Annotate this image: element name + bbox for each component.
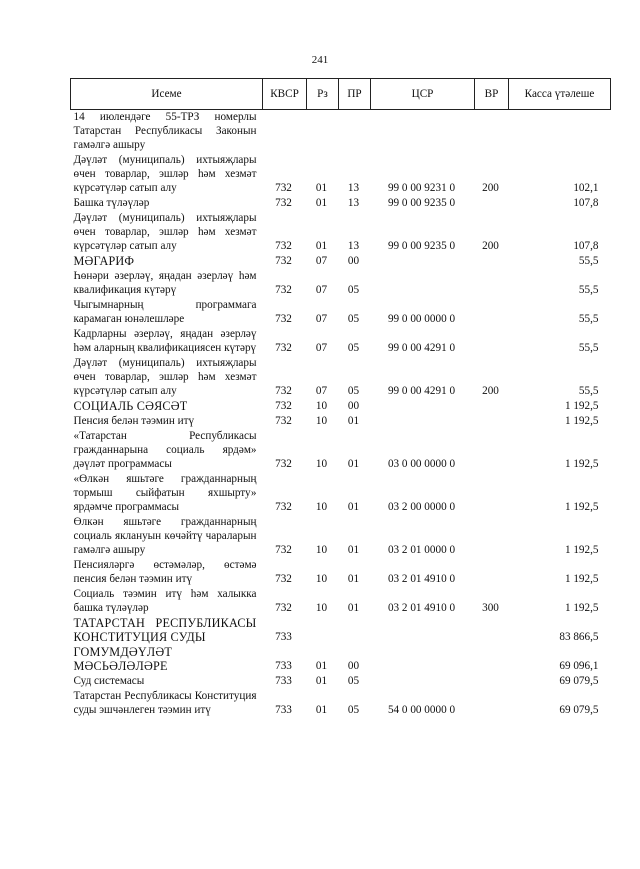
cell-kvsr: 732	[275, 313, 292, 325]
cell-kassa: 83 866,5	[559, 631, 599, 643]
cell-vr	[475, 110, 509, 154]
cell-pr	[339, 616, 371, 645]
cell-pr: 13	[347, 240, 360, 252]
cell-csr: 99 0 00 0000 0	[387, 313, 456, 325]
table-row	[71, 211, 611, 254]
header-pr: ПР	[339, 79, 371, 110]
cell-csr: 03 2 01 4910 0	[387, 602, 456, 614]
cell-kassa: 55,5	[578, 313, 599, 325]
cell-rz: 07	[315, 385, 328, 397]
cell-csr: 54 0 00 0000 0	[387, 704, 456, 716]
cell-name: СОЦИАЛЬ СӘЯСӘТ	[73, 399, 188, 413]
cell-kvsr: 732	[275, 284, 292, 296]
cell-vr	[475, 558, 509, 587]
cell-kassa: 55,5	[578, 284, 599, 296]
table-row	[71, 587, 611, 616]
cell-rz: 01	[315, 660, 328, 672]
table-row	[71, 327, 611, 356]
cell-csr: 03 2 01 4910 0	[387, 573, 456, 585]
cell-vr: 300	[482, 602, 499, 614]
cell-name: Чыгымнарның программага карамаган юнәлешләре	[73, 299, 257, 325]
cell-rz: 01	[315, 675, 328, 687]
cell-csr: 03 2 00 0000 0	[387, 501, 456, 513]
cell-pr: 01	[347, 458, 360, 470]
cell-pr: 05	[347, 313, 360, 325]
cell-name: Пенсия белән тәэмин итү	[73, 415, 195, 427]
cell-kvsr: 732	[275, 415, 292, 427]
cell-csr: 99 0 00 4291 0	[387, 342, 456, 354]
cell-pr: 05	[347, 704, 360, 716]
cell-name: Кадрларны әзерләү, яңадан әзерләү һәм аларның квалификациясен күтәрү	[73, 328, 257, 354]
cell-csr: 99 0 00 9235 0	[387, 197, 456, 209]
cell-pr: 05	[347, 385, 360, 397]
cell-name: Татарстан Республикасы Конституция суды эшчәнлеген тәэмин итү	[73, 690, 257, 716]
cell-rz: 07	[315, 284, 328, 296]
table-row	[71, 356, 611, 399]
cell-pr: 00	[347, 660, 360, 672]
table-body	[71, 110, 611, 719]
header-vr: ВР	[475, 79, 509, 110]
header-rz: Рз	[307, 79, 339, 110]
cell-vr	[475, 414, 509, 429]
cell-csr	[371, 269, 475, 298]
cell-rz	[307, 110, 339, 154]
header-kassa: Касса үтәлеше	[509, 79, 611, 110]
cell-csr: 03 2 01 0000 0	[387, 544, 456, 556]
cell-vr	[475, 515, 509, 558]
cell-vr	[475, 472, 509, 515]
cell-kassa: 69 079,5	[559, 704, 599, 716]
table-row	[71, 689, 611, 718]
cell-kvsr: 733	[275, 631, 292, 643]
table-row	[71, 472, 611, 515]
cell-vr: 200	[482, 182, 499, 194]
cell-vr	[475, 269, 509, 298]
cell-csr	[371, 254, 475, 269]
cell-name: Башка түләүләр	[73, 197, 150, 209]
header-csr: ЦСР	[371, 79, 475, 110]
cell-kassa: 69 079,5	[559, 675, 599, 687]
cell-kvsr: 733	[275, 675, 292, 687]
cell-kassa: 107,8	[573, 240, 599, 252]
table-row	[71, 558, 611, 587]
cell-vr	[475, 254, 509, 269]
cell-kassa	[509, 110, 611, 154]
cell-name: Өлкән яшьтәге гражданнарның социаль яклануын көчәйтү чараларын гамәлгә ашыру	[73, 516, 257, 556]
cell-kassa: 55,5	[578, 342, 599, 354]
cell-rz: 10	[315, 501, 328, 513]
cell-rz: 07	[315, 313, 328, 325]
cell-kassa: 1 192,5	[564, 458, 599, 470]
cell-kassa: 102,1	[573, 182, 599, 194]
cell-name: Пенсияләргә өстәмәләр, өстәмә пенсия белән тәэмин итү	[73, 559, 257, 585]
cell-csr	[371, 414, 475, 429]
table-header-row	[71, 79, 611, 110]
cell-pr: 01	[347, 602, 360, 614]
cell-rz: 10	[315, 458, 328, 470]
cell-csr: 99 0 00 9231 0	[387, 182, 456, 194]
cell-pr: 00	[347, 255, 360, 267]
cell-vr	[475, 399, 509, 414]
cell-name: Суд системасы	[73, 675, 145, 687]
cell-pr: 00	[347, 400, 360, 412]
table-row	[71, 269, 611, 298]
cell-name: Дәүләт (муниципаль) ихтыяҗлары өчен товарлар, эшләр һәм хезмәт күрсәтүләр сатып алу	[73, 357, 257, 397]
table-row	[71, 196, 611, 211]
cell-csr	[371, 399, 475, 414]
header-kvsr: КВСР	[263, 79, 307, 110]
cell-rz: 10	[315, 544, 328, 556]
cell-csr	[371, 674, 475, 689]
cell-vr: 200	[482, 240, 499, 252]
cell-pr: 01	[347, 544, 360, 556]
table-row	[71, 616, 611, 645]
cell-kassa: 1 192,5	[564, 602, 599, 614]
cell-kvsr: 732	[275, 458, 292, 470]
table-row	[71, 399, 611, 414]
cell-kassa: 1 192,5	[564, 544, 599, 556]
cell-kvsr: 732	[275, 240, 292, 252]
cell-vr	[475, 298, 509, 327]
cell-kassa: 1 192,5	[564, 573, 599, 585]
cell-kvsr: 732	[275, 182, 292, 194]
cell-pr: 05	[347, 675, 360, 687]
cell-pr: 05	[347, 342, 360, 354]
cell-kassa: 1 192,5	[564, 415, 599, 427]
cell-name: 14 июлендәге 55-ТРЗ номерлы Татарстан Республикасы Законын гамәлгә ашыру	[73, 111, 257, 151]
cell-kassa: 69 096,1	[559, 660, 599, 672]
cell-pr: 13	[347, 182, 360, 194]
cell-kvsr: 732	[275, 385, 292, 397]
cell-pr: 01	[347, 415, 360, 427]
cell-vr	[475, 645, 509, 674]
cell-kvsr: 732	[275, 342, 292, 354]
cell-kvsr: 732	[275, 400, 292, 412]
cell-name: «Өлкән яшьтәге гражданнарның тормыш сыйфатын яхшырту» ярдәмче программасы	[73, 473, 257, 513]
cell-pr	[339, 110, 371, 154]
cell-name: МӘГАРИФ	[73, 254, 135, 268]
cell-kvsr: 732	[275, 602, 292, 614]
table-row	[71, 254, 611, 269]
cell-name: ТАТАРСТАН РЕСПУБЛИКАСЫ КОНСТИТУЦИЯ СУДЫ	[73, 616, 257, 644]
cell-vr	[475, 327, 509, 356]
cell-pr: 05	[347, 284, 360, 296]
cell-rz: 10	[315, 415, 328, 427]
cell-rz: 01	[315, 182, 328, 194]
cell-kvsr: 732	[275, 501, 292, 513]
cell-kvsr: 732	[275, 197, 292, 209]
table-row	[71, 110, 611, 154]
cell-kvsr: 733	[275, 704, 292, 716]
cell-rz: 01	[315, 197, 328, 209]
cell-kassa: 1 192,5	[564, 501, 599, 513]
cell-rz: 10	[315, 602, 328, 614]
cell-name: Дәүләт (муниципаль) ихтыяҗлары өчен товарлар, эшләр һәм хезмәт күрсәтүләр сатып алу	[73, 154, 257, 194]
cell-kvsr: 732	[275, 573, 292, 585]
cell-rz: 07	[315, 255, 328, 267]
cell-rz	[307, 616, 339, 645]
cell-vr: 200	[482, 385, 499, 397]
cell-csr: 99 0 00 9235 0	[387, 240, 456, 252]
budget-table	[70, 78, 611, 718]
table-row	[71, 674, 611, 689]
table-row	[71, 153, 611, 196]
cell-name: Социаль тәэмин итү һәм халыкка башка түләүләр	[73, 588, 257, 614]
table-row	[71, 645, 611, 674]
cell-kvsr: 732	[275, 255, 292, 267]
cell-vr	[475, 674, 509, 689]
cell-rz: 10	[315, 400, 328, 412]
cell-csr	[371, 110, 475, 154]
cell-name: ГОМУМДӘҮЛӘТ МӘСЬӘЛӘЛӘРЕ	[73, 645, 172, 673]
page-number: 241	[311, 54, 329, 66]
cell-rz: 01	[315, 240, 328, 252]
header-name: Исеме	[71, 79, 263, 110]
cell-csr: 99 0 00 4291 0	[387, 385, 456, 397]
cell-kassa: 55,5	[578, 255, 599, 267]
cell-name: Дәүләт (муниципаль) ихтыяҗлары өчен товарлар, эшләр һәм хезмәт күрсәтүләр сатып алу	[73, 212, 257, 252]
cell-kassa: 55,5	[578, 385, 599, 397]
cell-pr: 13	[347, 197, 360, 209]
cell-kvsr: 733	[275, 660, 292, 672]
cell-name: «Татарстан Республикасы гражданнарына социаль ярдәм» дәүләт программасы	[73, 430, 257, 470]
cell-pr: 01	[347, 573, 360, 585]
cell-kvsr	[263, 110, 307, 154]
table-row	[71, 298, 611, 327]
cell-csr	[371, 616, 475, 645]
table-row	[71, 414, 611, 429]
cell-rz: 07	[315, 342, 328, 354]
cell-vr	[475, 689, 509, 718]
cell-vr	[475, 429, 509, 472]
cell-vr	[475, 196, 509, 211]
cell-vr	[475, 616, 509, 645]
cell-csr	[371, 645, 475, 674]
cell-pr: 01	[347, 501, 360, 513]
cell-kassa: 107,8	[573, 197, 599, 209]
cell-rz: 01	[315, 704, 328, 716]
cell-kvsr: 732	[275, 544, 292, 556]
table-row	[71, 515, 611, 558]
table-row	[71, 429, 611, 472]
cell-csr: 03 0 00 0000 0	[387, 458, 456, 470]
cell-rz: 10	[315, 573, 328, 585]
cell-kassa: 1 192,5	[564, 400, 599, 412]
cell-name: Һөнәри әзерләү, яңадан әзерләү һәм квалификация күтәрү	[73, 270, 257, 296]
